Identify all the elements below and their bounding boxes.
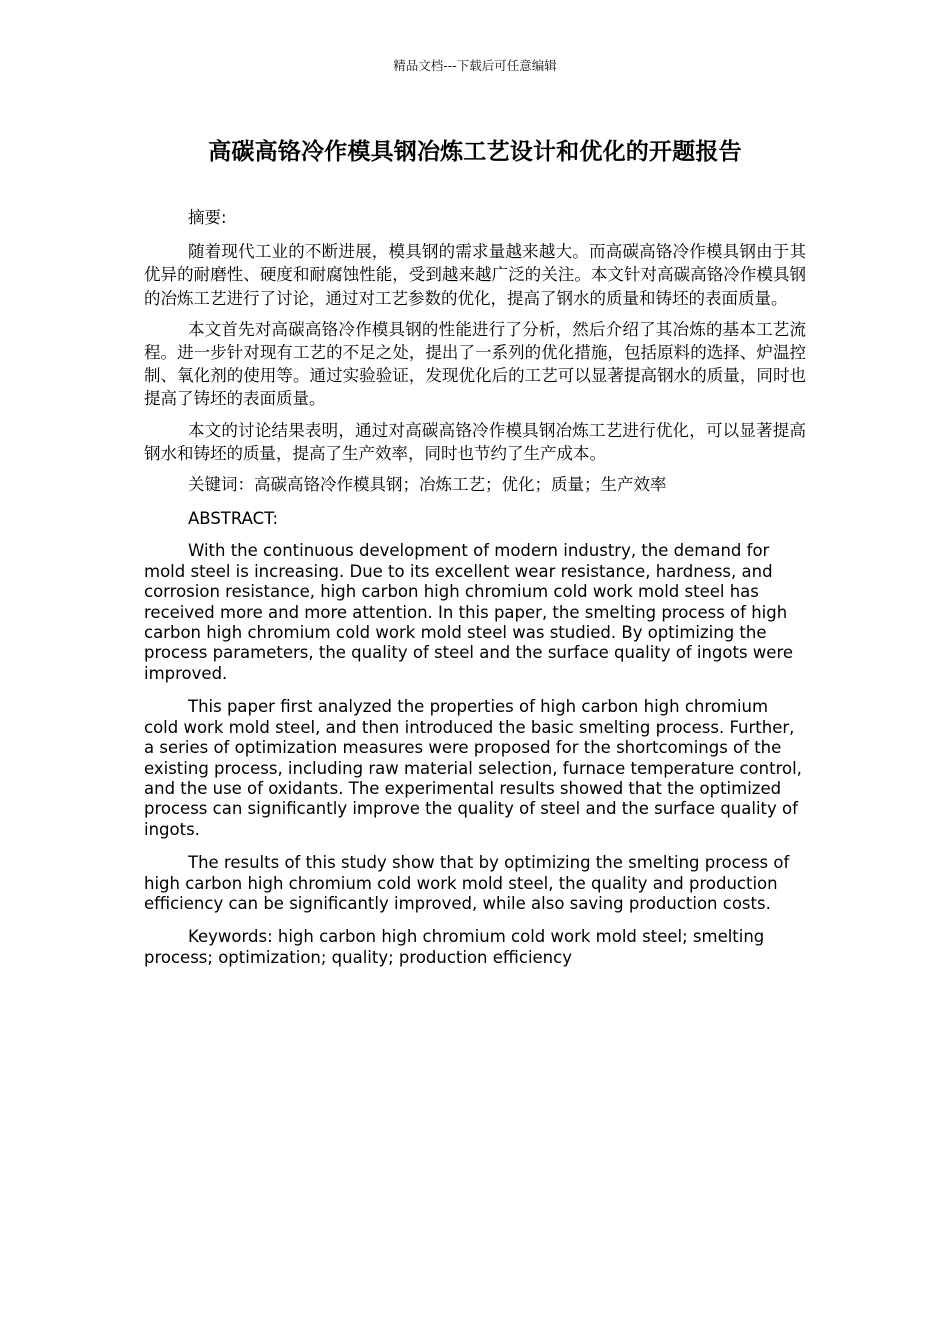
abstract-en-heading: ABSTRACT: [188,509,279,529]
abstract-en-paragraph-3: The results of this study show that by optimizing the smelting process of high carbon high chromium cold work mold steel, the quality and production efficiency can be significantly improved, while also saving production costs. [144,853,790,913]
abstract-cn-paragraph-3: 本文的讨论结果表明，通过对高碳高铬冷作模具钢冶炼工艺进行优化，可以显著提高钢水和铸坯的质量，提高了生产效率，同时也节约了生产成本。 [144,420,806,463]
abstract-en-paragraph-1: With the continuous development of modern industry, the demand for mold steel is increasing. Due to its excellent wear resistance, hardness, and corrosion resistance, high carbon high chromium cold work mold steel has received more and more attention. In this paper, the smelting process of high carbon high chromium cold work mold steel was studied. By optimizing the process parameters, the quality of steel and the surface quality of ingots were improved. [144,541,794,683]
abstract-en-paragraph-2: This paper first analyzed the properties of high carbon high chromium cold work mold steel, and then introduced the basic smelting process. Further, a series of optimization measures were proposed for the shortcomings of the existing process, including raw material selection, furnace temperature control, and the use of oxidants. The experimental results showed that the optimized process can significantly improve the quality of steel and the surface quality of ingots. [144,697,802,839]
abstract-cn-heading: 摘要: [188,208,227,227]
header-note: 精品文档---下载后可任意编辑 [393,58,557,73]
abstract-cn-paragraph-2: 本文首先对高碳高铬冷作模具钢的性能进行了分析，然后介绍了其冶炼的基本工艺流程。进一步针对现有工艺的不足之处，提出了一系列的优化措施，包括原料的选择、炉温控制、氧化剂的使用等。通过实验验证，发现优化后的工艺可以显著提高钢水的质量，同时也提高了铸坯的表面质量。 [144,319,806,409]
abstract-cn-keywords: 关键词：高碳高铬冷作模具钢；冶炼工艺；优化；质量；生产效率 [188,475,667,495]
document-title: 高碳高铬冷作模具钢冶炼工艺设计和优化的开题报告 [208,139,742,165]
document-body [144,206,806,981]
abstract-en-keywords: Keywords: high carbon high chromium cold work mold steel; smelting process; optimization; quality; production efficiency [144,927,765,967]
abstract-cn-paragraph-1: 随着现代工业的不断进展，模具钢的需求量越来越大。而高碳高铬冷作模具钢由于其优异的耐磨性、硬度和耐腐蚀性能，受到越来越广泛的关注。本文针对高碳高铬冷作模具钢的冶炼工艺进行了讨论，通过对工艺参数的优化，提高了钢水的质量和铸坯的表面质量。 [144,242,806,308]
